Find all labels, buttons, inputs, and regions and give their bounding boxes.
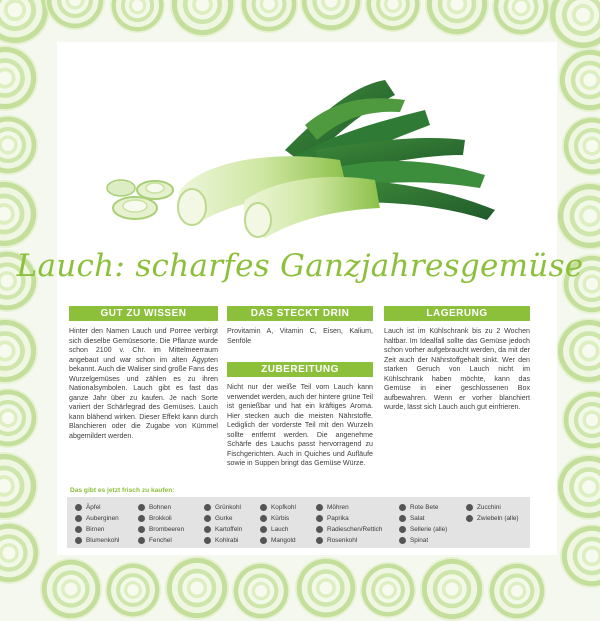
market-title: Das gibt es jetzt frisch zu kaufen: [70,487,175,494]
celery-icon [399,526,406,533]
market-item-kartoffeln: Kartoffeln [204,524,242,534]
market-item-mangold: Mangold [260,535,296,545]
section-header: DAS STECKT DRIN [227,306,373,321]
lettuce-icon [399,515,406,522]
market-item-sellerie: Sellerie (alle) [399,524,447,534]
cauliflower-icon [75,537,82,544]
market-item-kohlrabi: Kohlrabi [204,535,238,545]
market-item-kuerbis: Kürbis [260,513,289,523]
cucumber-icon [204,515,211,522]
market-item-lauch: Lauch [260,524,288,534]
kale-icon [204,504,211,511]
section-header: GUT ZU WISSEN [69,306,218,321]
section-header: ZUBEREITUNG [227,362,373,377]
chard-icon [260,537,267,544]
section-text: Provitamin A, Vitamin C, Eisen, Kalium, Senföle [227,327,373,345]
bean-icon [138,504,145,511]
market-item-zucchini: Zucchini [466,502,501,512]
market-item-rosenkohl: Rosenkohl [316,535,357,545]
pumpkin-icon [260,515,267,522]
potato-icon [204,526,211,533]
market-item-birnen: Birnen [75,524,104,534]
section-gut-zu-wissen [69,306,218,441]
radish-icon [316,526,323,533]
market-item-spinat: Spinat [399,535,428,545]
market-item-bohnen: Bohnen [138,502,171,512]
leek-illustration [55,40,545,240]
section-header: LAGERUNG [384,306,530,321]
market-item-kopfkohl: Kopfkohl [260,502,296,512]
market-box [67,497,530,548]
market-item-paprika: Paprika [316,513,349,523]
section-text: Hinter den Namen Lauch und Porree verbirgt sich dieselbe Gemüsesorte. Die Pflanze wurde schon 2100 v. Chr. im Mittelmeerraum angebaut und war schon im alten Ägypten bekannt. Auch die Waliser sind große Fans des Wurzelgemüses und zählen es zu ihren Nationalsymbolen. Lauch gibt es fast das ganze Jahr über zu kaufen. Je nach Sorte variiert der Schärfegrad des Gemüses. Lauch kann blähend wirken. Dieser Effekt kann durch Blanchieren oder die Zugabe von Kümmel abgemildert werden. [69,327,218,440]
market-item-auberginen: Auberginen [75,513,119,523]
onion-icon [466,515,473,522]
fennel-icon [138,537,145,544]
blackberry-icon [138,526,145,533]
pear-icon [75,526,82,533]
market-item-gruenkohl: Grünkohl [204,502,241,512]
section-das-steckt-drin [227,306,373,346]
section-text: Lauch ist im Kühlschrank bis zu 2 Wochen haltbar. Im Idealfall sollte das Gemüse jedoch schon vorher aufgebraucht werden, da mit der Zeit auch der Nährstoffgehalt sinkt. Wer den starken Geruch von Lauch nicht im Kühlschrank haben möchte, kann das Gemüse in einer geschlossenen Box aufbewahren. Wenn er vorher blanchiert wurde, lässt sich Lauch auch gut einfrieren. [384,327,530,411]
market-item-radieschen-rettich: Radieschen/Rettich [316,524,382,534]
page-title: Lauch: scharfes Ganzjahresgemüse [16,248,584,284]
broccoli-icon [138,515,145,522]
market-item-brombeeren: Brombeeren [138,524,184,534]
section-lagerung [384,306,530,413]
market-item-rote-bete: Rote Bete [399,502,438,512]
market-item-salat: Salat [399,513,425,523]
pepper-icon [316,515,323,522]
cabbage-icon [260,504,267,511]
section-zubereitung [227,362,373,469]
section-text: Nicht nur der weiße Teil vom Lauch kann verwendet werden, auch der hintere grüne Teil ist genießbar und hat ein kräftiges Aroma. Hier stecken auch die meisten Nährstoffe. Lediglich der vorderste Teil mit den Wurzeln sollte entfernt werden. Die angenehme Schärfe des Lauchs passt hervorragend zu Fischgerichten. Auch in Quiches und Aufläufe sowie in Suppen bringt das Gemüse Würze. [227,383,373,467]
market-item-fenchel: Fenchel [138,535,172,545]
spinach-icon [399,537,406,544]
market-item-moehren: Möhren [316,502,349,512]
beetroot-icon [399,504,406,511]
market-item-blumenkohl: Blumenkohl [75,535,119,545]
market-item-brokkoli: Brokkoli [138,513,172,523]
carrot-icon [316,504,323,511]
apple-icon [75,504,82,511]
zucchini-icon [466,504,473,511]
market-item-gurke: Gurke [204,513,232,523]
leek-icon [260,526,267,533]
market-item-aepfel: Äpfel [75,502,101,512]
eggplant-icon [75,515,82,522]
market-item-zwiebeln: Zwiebeln (alle) [466,513,519,523]
kohlrabi-icon [204,537,211,544]
brussels-sprouts-icon [316,537,323,544]
